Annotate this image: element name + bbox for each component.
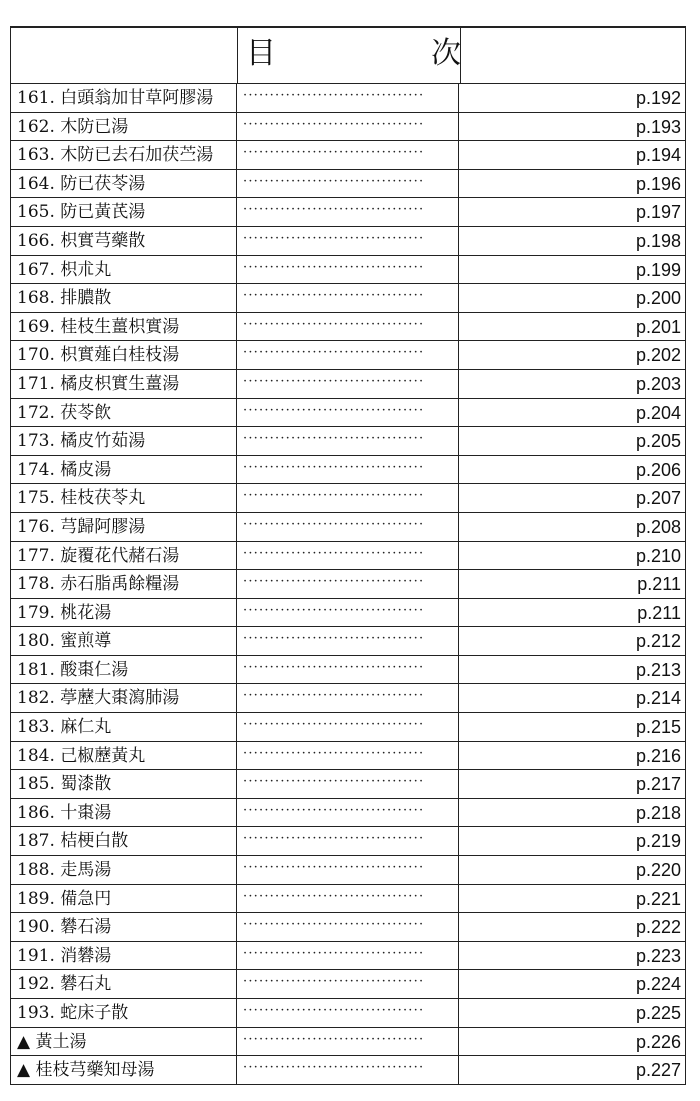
toc-header — [11, 28, 685, 84]
dot-leader: ·································· — [237, 141, 459, 169]
entry-title: 181. 酸棗仁湯 — [11, 656, 237, 684]
entry-title: 174. 橘皮湯 — [11, 456, 237, 484]
table-row — [11, 856, 685, 885]
dot-leader: ·································· — [237, 313, 459, 341]
page-number: p.219 — [635, 831, 681, 852]
page-number: p.200 — [635, 288, 681, 309]
entry-title: 182. 葶藶大棗瀉肺湯 — [11, 684, 237, 712]
dot-leader: ·································· — [237, 427, 459, 455]
table-row — [11, 1028, 685, 1057]
table-row — [11, 1056, 685, 1085]
table-row — [11, 256, 685, 285]
entry-title: 163. 木防已去石加茯苎湯 — [11, 141, 237, 169]
table-row — [11, 198, 685, 227]
dot-leader: ·································· — [237, 942, 459, 970]
dot-leader: ·································· — [237, 542, 459, 570]
entry-title: 192. 礬石丸 — [11, 970, 237, 998]
table-row — [11, 570, 685, 599]
page-number: p.213 — [635, 659, 681, 680]
dot-leader: ·································· — [237, 84, 459, 112]
entry-title: 190. 礬石湯 — [11, 913, 237, 941]
dot-leader: ·································· — [237, 456, 459, 484]
table-row — [11, 341, 685, 370]
entry-title: 162. 木防已湯 — [11, 113, 237, 141]
page-number: p.203 — [635, 373, 681, 394]
entry-title: 186. 十棗湯 — [11, 799, 237, 827]
toc-table — [10, 26, 686, 1085]
dot-leader: ·································· — [237, 113, 459, 141]
dot-leader: ·································· — [237, 856, 459, 884]
entry-title: 169. 桂枝生薑枳實湯 — [11, 313, 237, 341]
dot-leader: ·································· — [237, 656, 459, 684]
dot-leader: ·································· — [237, 799, 459, 827]
table-row — [11, 599, 685, 628]
page-number: p.224 — [635, 974, 681, 995]
page-number: p.227 — [635, 1060, 681, 1081]
dot-leader: ·································· — [237, 170, 459, 198]
table-row — [11, 885, 685, 914]
header-cell-left — [11, 28, 238, 83]
dot-leader: ·································· — [237, 742, 459, 770]
dot-leader: ·································· — [237, 599, 459, 627]
table-row — [11, 227, 685, 256]
dot-leader: ·································· — [237, 284, 459, 312]
dot-leader: ·································· — [237, 827, 459, 855]
dot-leader: ·································· — [237, 484, 459, 512]
table-row — [11, 913, 685, 942]
table-row — [11, 713, 685, 742]
table-row — [11, 799, 685, 828]
page-number: p.225 — [635, 1003, 681, 1023]
page-number: p.215 — [635, 717, 681, 738]
page-number: p.212 — [635, 631, 681, 652]
page-number: p.207 — [635, 488, 681, 509]
entry-title: 171. 橘皮枳實生薑湯 — [11, 370, 237, 398]
page-title-char-1: 目 — [246, 36, 276, 71]
page-number: p.199 — [635, 259, 681, 280]
dot-leader: ·································· — [237, 999, 459, 1027]
page-number: p.217 — [635, 774, 681, 795]
table-row — [11, 684, 685, 713]
page-number: p.198 — [635, 230, 681, 251]
entry-title: 161. 白頭翁加甘草阿膠湯 — [11, 84, 237, 112]
page-number: p.216 — [635, 745, 681, 766]
table-row — [11, 999, 685, 1028]
entry-title: 185. 蜀漆散 — [11, 770, 237, 798]
page-number: p.220 — [635, 860, 681, 881]
dot-leader: ·································· — [237, 256, 459, 284]
entry-title: 191. 消礬湯 — [11, 942, 237, 970]
dot-leader: ·································· — [237, 684, 459, 712]
entry-title: 176. 芎歸阿膠湯 — [11, 513, 237, 541]
table-row — [11, 513, 685, 542]
entry-title: 173. 橘皮竹茹湯 — [11, 427, 237, 455]
entry-title: 175. 桂枝茯苓丸 — [11, 484, 237, 512]
dot-leader: ·································· — [237, 370, 459, 398]
page-number: p.222 — [635, 917, 681, 938]
table-row — [11, 742, 685, 771]
page-number: p.221 — [635, 888, 681, 909]
table-row — [11, 942, 685, 971]
page-number: p.204 — [635, 402, 681, 423]
table-row — [11, 970, 685, 999]
table-row — [11, 399, 685, 428]
entry-title: 183. 麻仁丸 — [11, 713, 237, 741]
table-row — [11, 484, 685, 513]
entry-title: 179. 桃花湯 — [11, 599, 237, 627]
entry-title: ▲ 桂枝芎藥知母湯 — [11, 1056, 237, 1084]
dot-leader: ·································· — [237, 198, 459, 226]
page-number: p.201 — [635, 316, 681, 337]
table-row — [11, 113, 685, 142]
dot-leader: ·································· — [237, 627, 459, 655]
page-number: p.205 — [635, 431, 681, 452]
header-cell-right — [461, 28, 685, 83]
entry-title: 180. 蜜煎導 — [11, 627, 237, 655]
table-row — [11, 427, 685, 456]
table-row — [11, 456, 685, 485]
entry-title: 167. 枳朮丸 — [11, 256, 237, 284]
table-row — [11, 827, 685, 856]
page-number: p.226 — [635, 1031, 681, 1052]
page-number: p.214 — [635, 688, 681, 709]
page-number: p.210 — [635, 545, 681, 566]
entry-title: 189. 備急円 — [11, 885, 237, 913]
page-number: p.194 — [635, 145, 681, 166]
entry-title: 178. 赤石脂禹餘糧湯 — [11, 570, 237, 598]
page-number: p.211 — [637, 574, 681, 595]
table-row — [11, 656, 685, 685]
dot-leader: ·································· — [237, 341, 459, 369]
dot-leader: ·································· — [237, 913, 459, 941]
table-row — [11, 313, 685, 342]
page-number: p.196 — [635, 173, 681, 194]
table-row — [11, 770, 685, 799]
entry-title: 166. 枳實芎藥散 — [11, 227, 237, 255]
dot-leader: ·································· — [237, 970, 459, 998]
dot-leader: ·································· — [237, 885, 459, 913]
dot-leader: ·································· — [237, 227, 459, 255]
entry-title: 168. 排膿散 — [11, 284, 237, 312]
dot-leader: ·································· — [237, 570, 459, 598]
dot-leader: ·································· — [237, 399, 459, 427]
page-number: p.223 — [635, 945, 681, 966]
entry-title: ▲ 黃土湯 — [11, 1028, 237, 1056]
page-number: p.192 — [635, 88, 681, 108]
table-row — [11, 370, 685, 399]
table-row — [11, 170, 685, 199]
table-row — [11, 284, 685, 313]
entry-title: 188. 走馬湯 — [11, 856, 237, 884]
page-title — [246, 36, 461, 72]
table-row — [11, 627, 685, 656]
entry-title: 184. 己椒藶黃丸 — [11, 742, 237, 770]
page-number: p.197 — [635, 202, 681, 223]
entry-title: 164. 防已茯苓湯 — [11, 170, 237, 198]
dot-leader: ·································· — [237, 513, 459, 541]
dot-leader: ·································· — [237, 713, 459, 741]
dot-leader: ·································· — [237, 770, 459, 798]
dot-leader: ·································· — [237, 1056, 459, 1084]
table-row — [11, 84, 685, 113]
table-row — [11, 141, 685, 170]
entry-title: 193. 蛇床子散 — [11, 999, 237, 1027]
dot-leader: ·································· — [237, 1028, 459, 1056]
page-number: p.218 — [635, 802, 681, 823]
entry-title: 187. 桔梗白散 — [11, 827, 237, 855]
toc-rows — [11, 84, 685, 1085]
page-number: p.202 — [635, 345, 681, 366]
page-number: p.206 — [635, 459, 681, 480]
page-title-char-2: 次 — [431, 36, 461, 71]
entry-title: 165. 防已黃芪湯 — [11, 198, 237, 226]
table-row — [11, 542, 685, 571]
page-number: p.211 — [637, 602, 681, 623]
page-number: p.193 — [635, 116, 681, 137]
page-number: p.208 — [635, 516, 681, 537]
entry-title: 170. 枳實薤白桂枝湯 — [11, 341, 237, 369]
entry-title: 177. 旋覆花代赭石湯 — [11, 542, 237, 570]
entry-title: 172. 茯苓飲 — [11, 399, 237, 427]
